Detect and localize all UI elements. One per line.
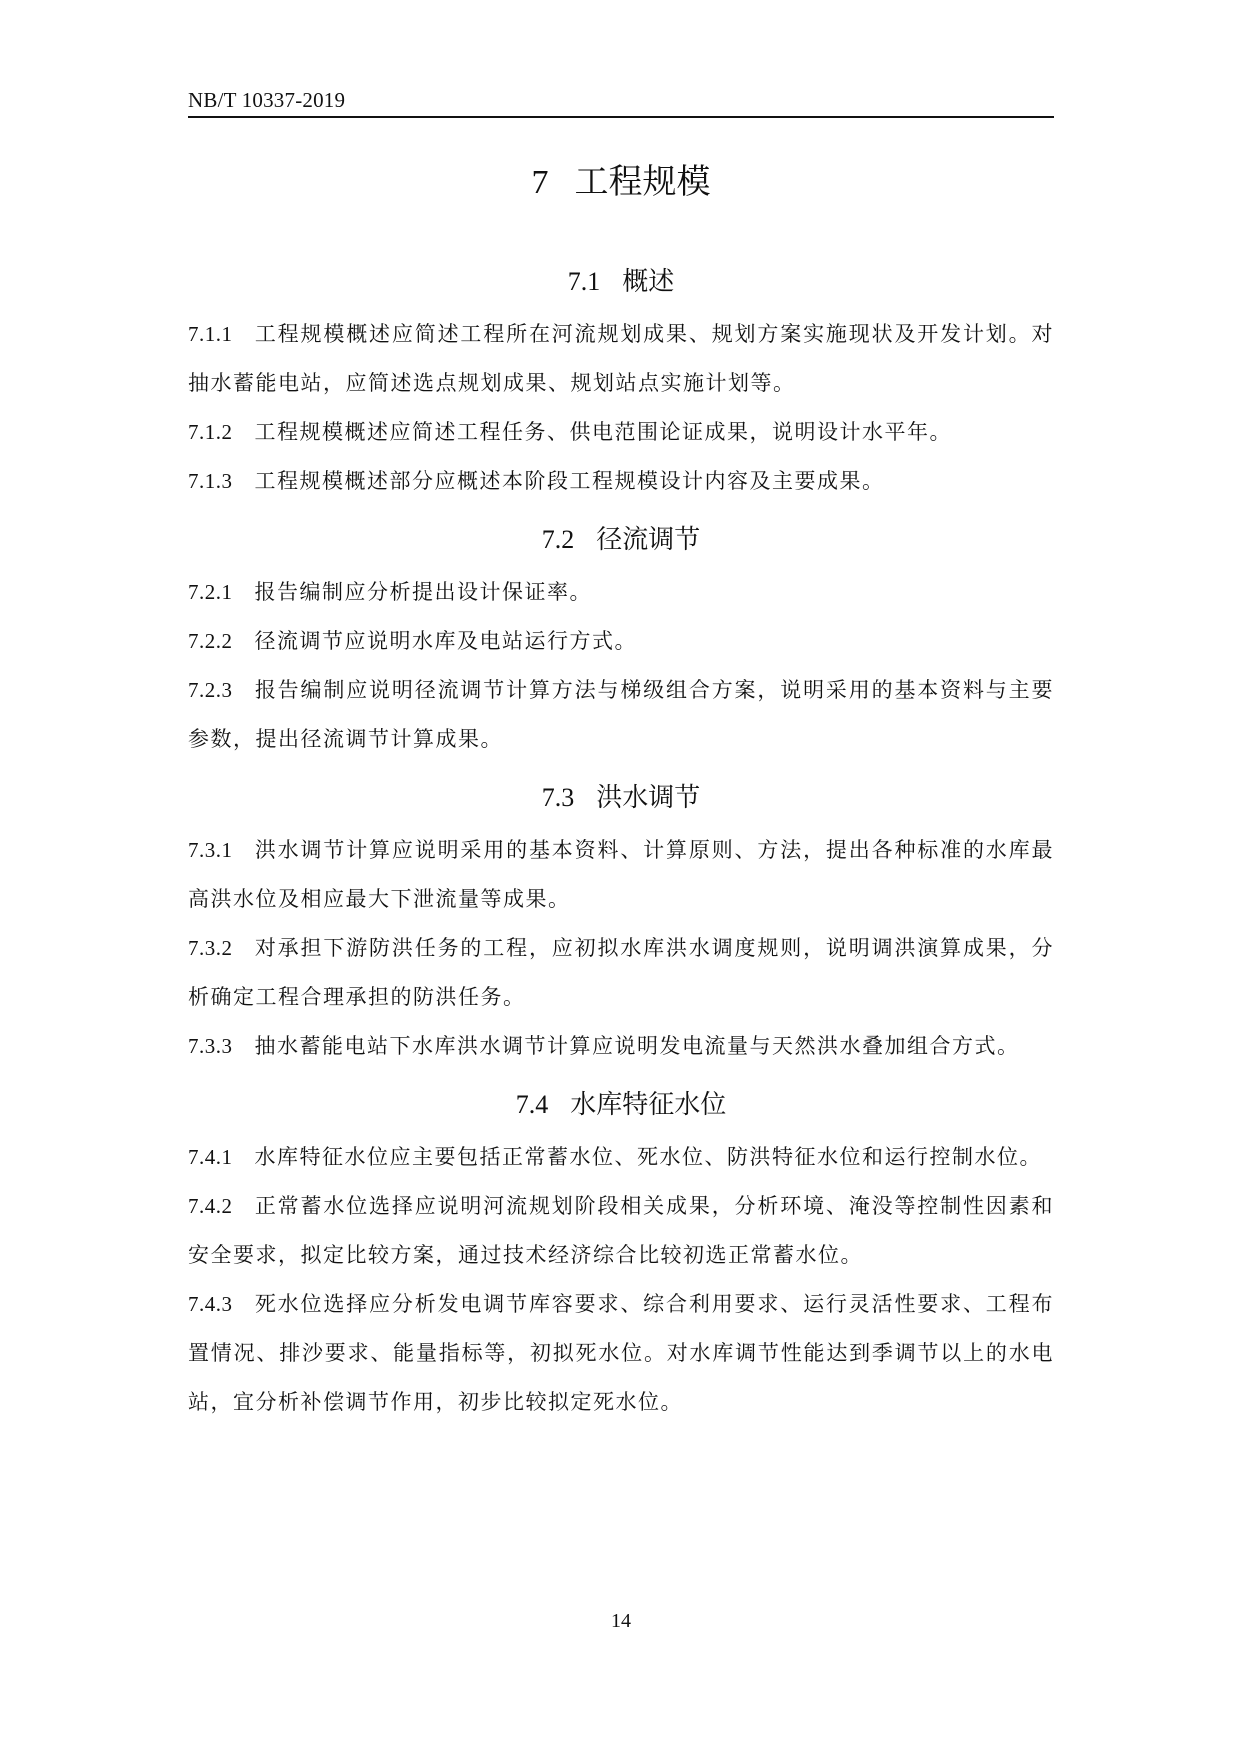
section-number: 7.4 xyxy=(515,1090,549,1119)
chapter-number: 7 xyxy=(531,164,549,201)
clause xyxy=(188,1022,1054,1071)
clause-text: 对承担下游防洪任务的工程，应初拟水库洪水调度规则，说明调洪演算成果，分析确定工程合理承担的防洪任务。 xyxy=(188,936,1054,1009)
section-number: 7.3 xyxy=(541,783,575,812)
clause xyxy=(188,826,1054,924)
clause-text: 正常蓄水位选择应说明河流规划阶段相关成果，分析环境、淹没等控制性因素和安全要求，拟定比较方案，通过技术经济综合比较初选正常蓄水位。 xyxy=(188,1194,1054,1267)
clause-number: 7.3.1 xyxy=(188,838,233,862)
page-number: 14 xyxy=(611,1610,631,1632)
clause-number: 7.2.1 xyxy=(188,580,233,604)
section-title-text: 洪水调节 xyxy=(596,783,701,813)
chapter-title-text: 工程规模 xyxy=(574,162,711,202)
section-title xyxy=(188,262,1054,302)
clause xyxy=(188,310,1054,408)
clause-text: 工程规模概述部分应概述本阶段工程规模设计内容及主要成果。 xyxy=(254,469,885,493)
clause xyxy=(188,568,1054,617)
clause-number: 7.1.2 xyxy=(188,420,233,444)
clause-number: 7.2.3 xyxy=(188,678,233,702)
clause-number: 7.4.2 xyxy=(188,1194,233,1218)
standard-code: NB/T 10337-2019 xyxy=(188,88,346,112)
clause-number: 7.3.3 xyxy=(188,1034,233,1058)
clause xyxy=(188,408,1054,457)
section-title xyxy=(188,1085,1054,1125)
clause-text: 报告编制应说明径流调节计算方法与梯级组合方案，说明采用的基本资料与主要参数，提出径流调节计算成果。 xyxy=(188,678,1054,751)
clause-number: 7.2.2 xyxy=(188,629,233,653)
clause-text: 工程规模概述应简述工程任务、供电范围论证成果，说明设计水平年。 xyxy=(254,420,952,444)
clause-text: 工程规模概述应简述工程所在河流规划成果、规划方案实施现状及开发计划。对抽水蓄能电站，应简述选点规划成果、规划站点实施计划等。 xyxy=(188,322,1054,395)
chapter-body xyxy=(188,262,1054,1427)
clause-number: 7.1.3 xyxy=(188,469,233,493)
clause-number: 7.4.1 xyxy=(188,1145,233,1169)
clause-text: 报告编制应分析提出设计保证率。 xyxy=(254,580,592,604)
section-title-text: 径流调节 xyxy=(596,525,701,555)
clause-number: 7.1.1 xyxy=(188,322,233,346)
clause xyxy=(188,1182,1054,1280)
clause-text: 死水位选择应分析发电调节库容要求、综合利用要求、运行灵活性要求、工程布置情况、排沙要求、能量指标等，初拟死水位。对水库调节性能达到季调节以上的水电站，宜分析补偿调节作用，初步比较拟定死水位。 xyxy=(188,1292,1054,1414)
header-rule xyxy=(188,116,1054,118)
clause-text: 洪水调节计算应说明采用的基本资料、计算原则、方法，提出各种标准的水库最高洪水位及相应最大下泄流量等成果。 xyxy=(188,838,1054,911)
clause-text: 抽水蓄能电站下水库洪水调节计算应说明发电流量与天然洪水叠加组合方式。 xyxy=(254,1034,1020,1058)
section-title xyxy=(188,778,1054,818)
section-number: 7.1 xyxy=(567,267,601,296)
clause-number: 7.4.3 xyxy=(188,1292,233,1316)
clause xyxy=(188,666,1054,764)
section-title-text: 概述 xyxy=(622,267,675,297)
clause xyxy=(188,1133,1054,1182)
clause-text: 水库特征水位应主要包括正常蓄水位、死水位、防洪特征水位和运行控制水位。 xyxy=(254,1145,1042,1169)
section-title-text: 水库特征水位 xyxy=(570,1090,727,1120)
section-title xyxy=(188,520,1054,560)
clause xyxy=(188,924,1054,1022)
clause xyxy=(188,457,1054,506)
clause-number: 7.3.2 xyxy=(188,936,233,960)
section-number: 7.2 xyxy=(541,525,575,554)
clause xyxy=(188,1280,1054,1427)
clause xyxy=(188,617,1054,666)
chapter-title xyxy=(188,160,1054,205)
clause-text: 径流调节应说明水库及电站运行方式。 xyxy=(254,629,637,653)
